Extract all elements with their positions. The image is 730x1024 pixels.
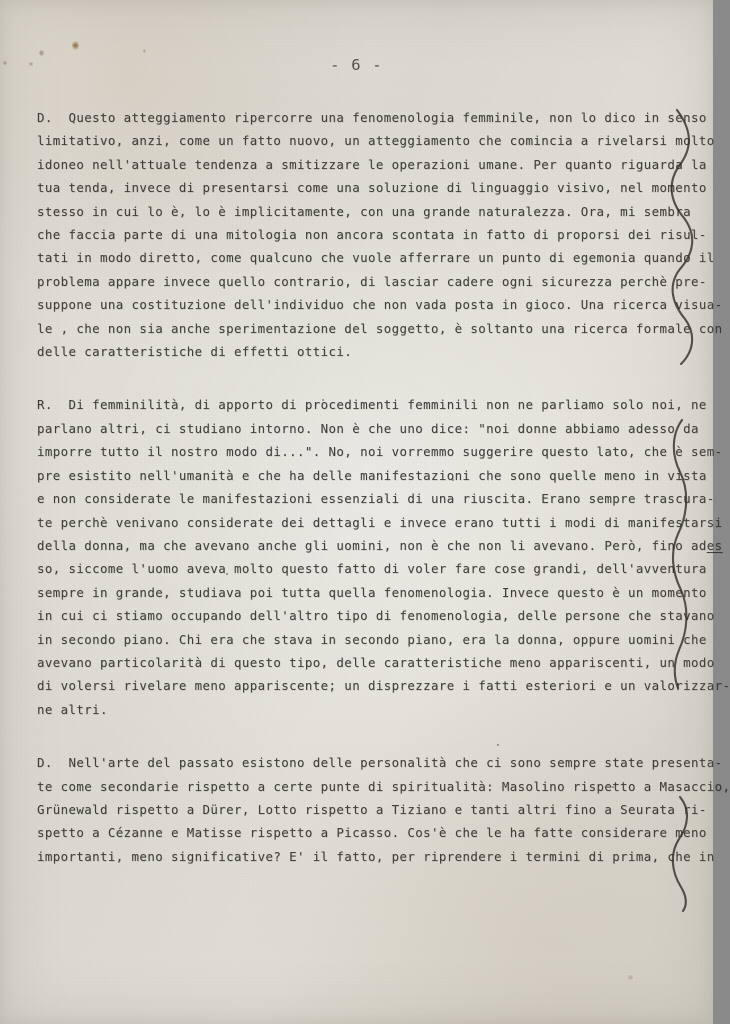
foxing-spot [628,975,633,980]
foxing-spot [72,41,79,50]
text-line: te come secondarie rispetto a certe punte di spiritualità: Masolino rispetto a Masaccio, [37,778,730,794]
text-line: sempre in grande, studiava poi tutta quella fenomenologia. Invece questo è un momento [37,584,707,600]
text-line: stesso in cui lo è, lo è implicitamente, con una grande naturalezza. Ora, mi sembra [37,203,692,219]
text-line: parlano altri, ci studiano intorno. Non è che uno dice: "noi donne abbiamo adesso da [37,420,699,436]
document-body [37,106,730,868]
text-line: D. Questo atteggiamento ripercorre una fenomenologia femminile, non lo dico in senso [37,110,707,125]
text-line: avevano particolarità di questo tipo, delle caratteristiche meno appariscenti, un modo [37,654,715,670]
text-line: ne altri. [37,701,108,717]
text-line-head: della donna, ma che avevano anche gli uomini, non è che non li avevano. Però, fino ad [37,537,707,553]
text-line: imporre tutto il nostro modo di...". No, noi vorremmo suggerire questo lato, che è sem- [37,444,723,460]
page-number: - 6 - [330,56,383,74]
foxing-spot [143,49,146,53]
text-line: suppone una costituzione dell'individuo che non vada posta in gioco. Una ricerca visua- [37,297,723,313]
text-line: limitativo, anzi, come un fatto nuovo, un atteggiamento che comincia a rivelarsi molto [37,133,715,149]
text-line: in secondo piano. Chi era che stava in secondo piano, era la donna, oppure uomini che [37,631,707,647]
text-line: che faccia parte di una mitologia non ancora scontata in fatto di proporsi dei risul- [37,227,707,243]
text-line: R. Di femminilità, di apporto di procedimenti femminili non ne parliamo solo noi, ne [37,397,707,413]
text-line: D. Nell'arte del passato esistono delle personalità che ci sono sempre state presenta- [37,755,723,771]
text-line: di volersi rivelare meno appariscente; un disprezzare i fatti esteriori e un valorizzar- [37,678,730,694]
text-line: le , che non sia anche sperimentazione del soggetto, è soltanto una ricerca formale con [37,320,723,336]
text-line: pre esistito nell'umanità e che ha delle manifestazioni che sono quelle meno in vista [37,467,707,483]
text-line: spetto a Cézanne e Matisse rispetto a Picasso. Cos'è che le ha fatte considerare meno [37,825,707,841]
text-line: in cui ci stiamo occupando dell'altro tipo di fenomenologia, delle persone che stavano [37,608,715,624]
text-line: tua tenda, invece di presentarsi come una soluzione di linguaggio visivo, nel momento [37,180,707,196]
text-line: so, siccome l'uomo aveva molto questo fatto di voler fare cose grandi, dell'avventura [37,561,707,577]
text-line: te perchè venivano considerate dei dettagli e invece erano tutti i modi di manifestarsi [37,514,723,530]
underlined-word-fragment: es [706,537,723,553]
text-line: idoneo nell'attuale tendenza a smitizzare le operazioni umane. Per quanto riguarda la [37,156,707,172]
text-line: delle caratteristiche di effetti ottici. [37,344,353,360]
text-line: importanti, meno significative? E' il fatto, per riprendere i termini di prima, che in [37,848,715,864]
text-line: tati in modo diretto, come qualcuno che vuole afferrare un punto di egemonia quando il [37,250,715,266]
text-line: problema appare invece quello contrario, di lasciar cadere ogni sicurezza perchè pre- [37,273,707,289]
paragraph-3 [37,751,730,868]
text-line-with-underlined-tail [37,534,723,557]
paragraph-2 [37,393,730,721]
paragraph-1 [37,106,723,363]
text-line: Grünewald rispetto a Dürer, Lotto rispetto a Tiziano e tanti altri fino a Seurata ri- [37,801,707,817]
text-line: e non considerate le manifestazioni essenziali di una riuscita. Erano sempre trascura- [37,491,715,507]
